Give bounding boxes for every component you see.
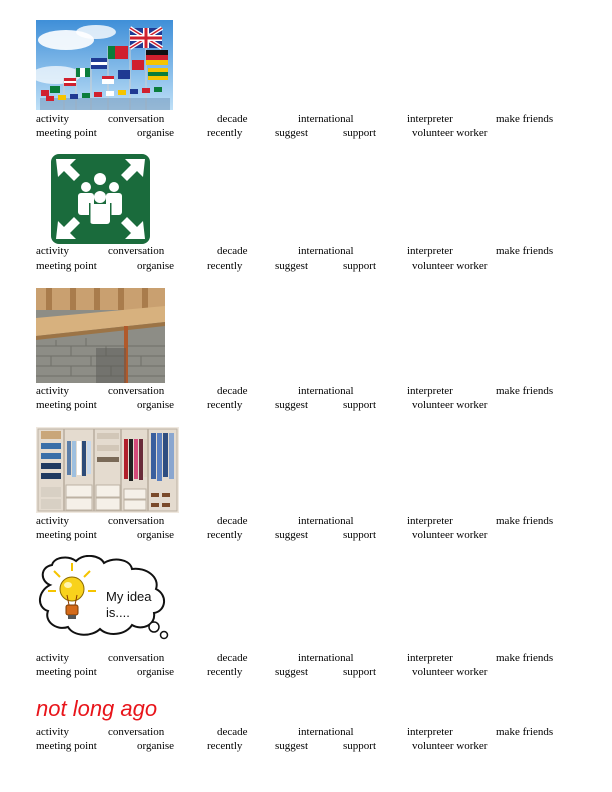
- word-meeting-point: meeting point: [36, 740, 97, 752]
- bubble-text-line-2: is....: [106, 605, 130, 620]
- word-bank-row-1: [36, 244, 564, 258]
- word-suggest: suggest: [275, 260, 308, 272]
- word-make-friends: make friends: [496, 515, 554, 527]
- word-support: support: [343, 740, 376, 752]
- word-interpreter: interpreter: [407, 726, 453, 738]
- word-activity: activity: [36, 515, 69, 527]
- word-international: international: [298, 652, 354, 664]
- word-interpreter: interpreter: [407, 385, 453, 397]
- word-support: support: [343, 529, 376, 541]
- word-international: international: [298, 726, 354, 738]
- word-conversation: conversation: [108, 515, 165, 527]
- word-volunteer-worker: volunteer worker: [412, 740, 488, 752]
- word-organise: organise: [137, 740, 175, 752]
- word-bank-row-1: [36, 384, 564, 398]
- word-recently: recently: [207, 127, 243, 139]
- word-volunteer-worker: volunteer worker: [412, 666, 488, 678]
- word-decade: decade: [217, 113, 248, 125]
- word-meeting-point: meeting point: [36, 666, 97, 678]
- word-organise: organise: [137, 127, 175, 139]
- word-bank-row-2: [36, 398, 564, 412]
- word-organise: organise: [137, 399, 175, 411]
- word-activity: activity: [36, 726, 69, 738]
- word-volunteer-worker: volunteer worker: [412, 260, 488, 272]
- word-meeting-point: meeting point: [36, 529, 97, 541]
- word-bank-row-1: [36, 112, 564, 126]
- word-activity: activity: [36, 652, 69, 664]
- word-suggest: suggest: [275, 666, 308, 678]
- word-bank-row-2: [36, 665, 564, 679]
- word-decade: decade: [217, 385, 248, 397]
- word-recently: recently: [207, 260, 243, 272]
- word-international: international: [298, 245, 354, 257]
- assembly-point-sign-image: [50, 153, 151, 245]
- word-make-friends: make friends: [496, 245, 554, 257]
- word-make-friends: make friends: [496, 726, 554, 738]
- flags-image: [36, 20, 173, 110]
- caption-not-long-ago: not long ago: [36, 696, 158, 721]
- idea-thought-bubble-image: [36, 555, 176, 645]
- word-conversation: conversation: [108, 652, 165, 664]
- word-organise: organise: [137, 666, 175, 678]
- word-international: international: [298, 385, 354, 397]
- word-volunteer-worker: volunteer worker: [412, 529, 488, 541]
- word-support: support: [343, 127, 376, 139]
- word-decade: decade: [217, 652, 248, 664]
- word-support: support: [343, 666, 376, 678]
- word-volunteer-worker: volunteer worker: [412, 399, 488, 411]
- word-conversation: conversation: [108, 113, 165, 125]
- word-bank-row-1: [36, 725, 564, 739]
- word-recently: recently: [207, 529, 243, 541]
- word-conversation: conversation: [108, 245, 165, 257]
- word-suggest: suggest: [275, 399, 308, 411]
- word-bank-row-1: [36, 514, 564, 528]
- word-suggest: suggest: [275, 127, 308, 139]
- word-interpreter: interpreter: [407, 515, 453, 527]
- word-meeting-point: meeting point: [36, 260, 97, 272]
- word-decade: decade: [217, 515, 248, 527]
- word-organise: organise: [137, 529, 175, 541]
- word-decade: decade: [217, 726, 248, 738]
- word-international: international: [298, 113, 354, 125]
- word-make-friends: make friends: [496, 113, 554, 125]
- word-activity: activity: [36, 245, 69, 257]
- word-decade: decade: [217, 245, 248, 257]
- word-support: support: [343, 399, 376, 411]
- basement-beam-image: [36, 288, 165, 383]
- word-interpreter: interpreter: [407, 652, 453, 664]
- word-volunteer-worker: volunteer worker: [412, 127, 488, 139]
- word-meeting-point: meeting point: [36, 399, 97, 411]
- bubble-text-line-1: My idea: [106, 589, 152, 604]
- word-recently: recently: [207, 740, 243, 752]
- word-meeting-point: meeting point: [36, 127, 97, 139]
- word-recently: recently: [207, 666, 243, 678]
- word-interpreter: interpreter: [407, 113, 453, 125]
- word-international: international: [298, 515, 354, 527]
- wardrobe-closet-image: [36, 427, 179, 513]
- word-make-friends: make friends: [496, 652, 554, 664]
- word-conversation: conversation: [108, 385, 165, 397]
- word-activity: activity: [36, 113, 69, 125]
- word-activity: activity: [36, 385, 69, 397]
- word-bank-row-2: [36, 259, 564, 273]
- word-bank-row-2: [36, 126, 564, 140]
- word-bank-row-2: [36, 528, 564, 542]
- word-suggest: suggest: [275, 740, 308, 752]
- word-suggest: suggest: [275, 529, 308, 541]
- word-bank-row-1: [36, 651, 564, 665]
- word-interpreter: interpreter: [407, 245, 453, 257]
- word-bank-row-2: [36, 739, 564, 753]
- word-recently: recently: [207, 399, 243, 411]
- word-organise: organise: [137, 260, 175, 272]
- word-support: support: [343, 260, 376, 272]
- word-conversation: conversation: [108, 726, 165, 738]
- word-make-friends: make friends: [496, 385, 554, 397]
